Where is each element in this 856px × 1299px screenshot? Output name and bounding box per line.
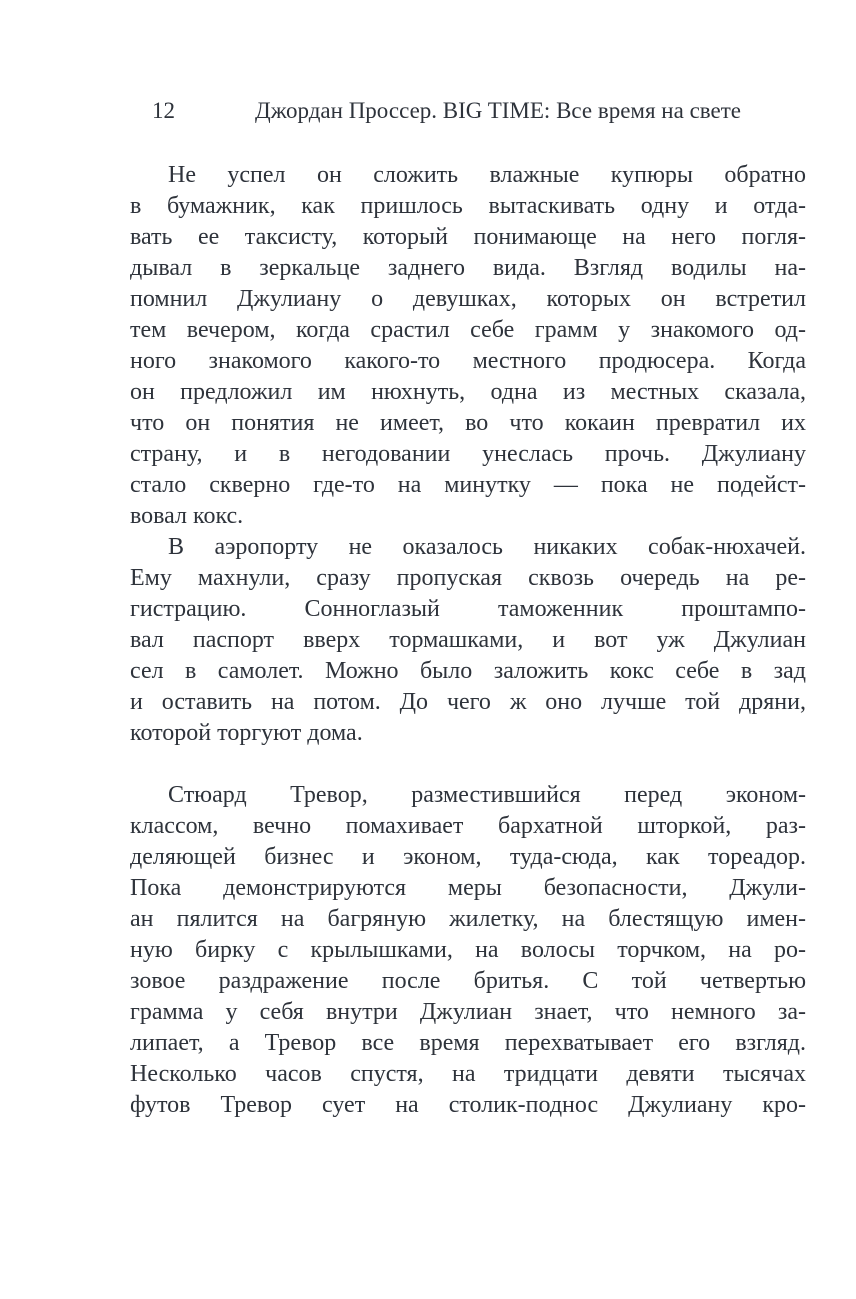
text-line: вал паспорт вверх тормашками, и вот уж Джулиан	[130, 627, 806, 653]
text-line: дывал в зеркальце заднего вида. Взгляд водилы на-	[130, 255, 806, 281]
text-line: помнил Джулиану о девушках, которых он встретил	[130, 286, 806, 312]
text-line: и оставить на потом. До чего ж оно лучше той дряни,	[130, 689, 806, 715]
text-line: сел в самолет. Можно было заложить кокс себе в зад	[130, 658, 806, 684]
text-line: футов Тревор сует на столик-поднос Джулиану кро-	[130, 1092, 806, 1118]
text-line: Не успел он сложить влажные купюры обратно	[168, 162, 806, 188]
text-line: страну, и в негодовании унеслась прочь. Джулиану	[130, 441, 806, 467]
paragraph-3	[130, 780, 806, 1121]
text-line: Ему махнули, сразу пропуская сквозь очередь на ре-	[130, 565, 806, 591]
text-line: классом, вечно помахивает бархатной шторкой, раз-	[130, 813, 806, 839]
text-line: липает, а Тревор все время перехватывает его взгляд.	[130, 1030, 806, 1056]
text-line: Стюард Тревор, разместившийся перед эконом-	[168, 782, 806, 808]
text-line: деляющей бизнес и эконом, туда-сюда, как тореадор.	[130, 844, 806, 870]
text-line: он предложил им нюхнуть, одна из местных сказала,	[130, 379, 806, 405]
text-line: тем вечером, когда срастил себе грамм у знакомого од-	[130, 317, 806, 343]
paragraph-2	[130, 532, 806, 749]
text-line: гистрацию. Сонноглазый таможенник проштампо-	[130, 596, 806, 622]
running-title: Джордан Проссер. BIG TIME: Все время на свете	[255, 98, 741, 123]
text-line: В аэропорту не оказалось никаких собак-нюхачей.	[168, 534, 806, 560]
text-line: стало скверно где-то на минутку — пока не подейст-	[130, 472, 806, 498]
text-line: вовал кокс.	[130, 503, 244, 529]
text-line: ного знакомого какого-то местного продюсера. Когда	[130, 348, 806, 374]
paragraph-1	[130, 160, 806, 532]
text-line: ан пялится на багряную жилетку, на блестящую имен-	[130, 906, 806, 932]
text-line: Несколько часов спустя, на тридцати девяти тысячах	[130, 1061, 806, 1087]
text-line: которой торгуют дома.	[130, 720, 363, 746]
text-line: ную бирку с крылышками, на волосы торчком, на ро-	[130, 937, 806, 963]
text-line: Пока демонстрируются меры безопасности, Джули-	[130, 875, 806, 901]
page-number: 12	[152, 98, 175, 123]
text-line: грамма у себя внутри Джулиан знает, что немного за-	[130, 999, 806, 1025]
text-line: вать ее таксисту, который понимающе на него погля-	[130, 224, 806, 250]
page-body	[130, 160, 806, 1121]
page-header	[130, 96, 806, 126]
text-line: зовое раздражение после бритья. С той четвертью	[130, 968, 806, 994]
text-line: в бумажник, как пришлось вытаскивать одну и отда-	[130, 193, 806, 219]
text-line: что он понятия не имеет, во что кокаин превратил их	[130, 410, 806, 436]
